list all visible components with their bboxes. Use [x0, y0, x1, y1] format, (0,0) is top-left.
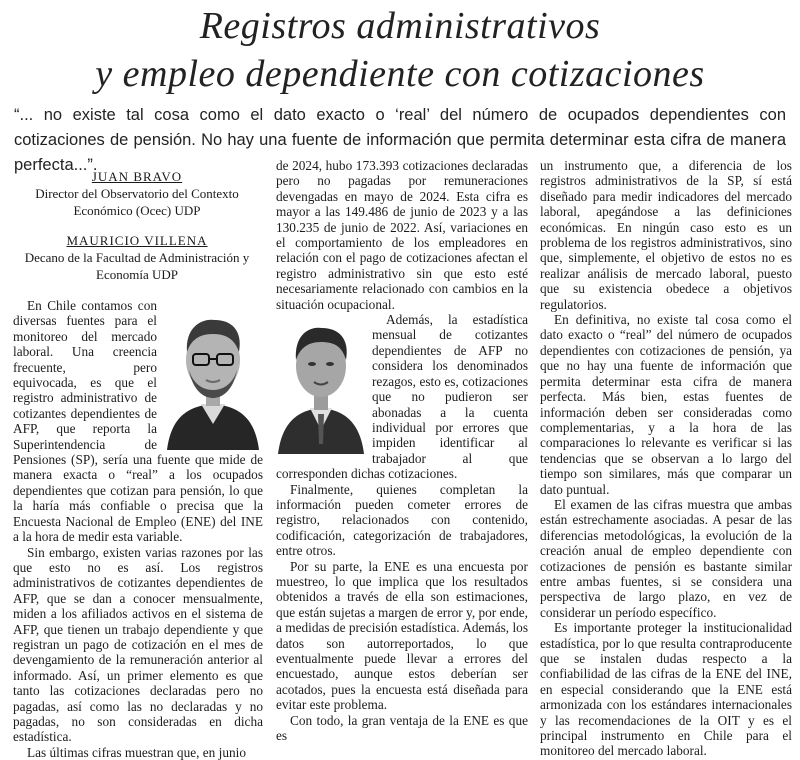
author-photo-juan-bravo	[163, 300, 263, 450]
column-1-paragraph: Sin embargo, existen varias razones por las que esto no es así. Los registros administrativos de cotizantes dependientes de AFP, que se dan a conocer mensualmente, miden a los afiliados activos en el sistema de AFP, que tienen un trabajo dependiente y que registran un pago de cotización en el mes de devengamiento de la remuneración anterior al informado. Así, un primer elemento es que tanto las cotizaciones declaradas pero no pagadas, así como las no declaradas y no pagadas, no son consideradas en dicha estadística.	[13, 544, 263, 745]
column-2-paragraph: Con todo, la gran ventaja de la ENE es que es	[276, 712, 528, 744]
column-3-paragraph: En definitiva, no existe tal cosa como el dato exacto o “real” del número de ocupados dependientes con cotizaciones de pensión, ya que no hay una fuente de información que permita determinar esta cifra de manera perfecta. Más bien, estas fuentes de información deben ser consideradas como complementarias, y a la hora de las comparaciones lo relevante es verificar si las tendencias que se observan a lo largo del tiempo son similares, más que comparar un dato puntual.	[540, 312, 792, 497]
author-name: MAURICIO VILLENA	[66, 233, 208, 248]
column-3-paragraph: El examen de las cifras muestra que ambas están estrechamente asociadas. A pesar de las diferencias metodológicas, la evolución de la creación anual de empleo dependiente con cotizaciones de pensión es bastante similar entre ambas fuentes, si se considera una perspectiva de largo plazo, en vez de considerar un período específico.	[540, 496, 792, 620]
headline-line-2: y empleo dependiente con cotizaciones	[95, 53, 705, 95]
author-role: Director del Observatorio del Contexto Económico (Ocec) UDP	[35, 186, 239, 218]
author-block-1	[12, 168, 262, 219]
author-photo-mauricio-villena	[276, 314, 366, 454]
column-1-paragraph: En Chile contamos con diversas fuentes para el monitoreo del mercado laboral. Una creencia frecuente, pero equivocada, es que el registro administrativo de cotizantes dependientes de AFP, que reporta la Superintendencia de Pensiones (SP), sería una fuente que mide de manera exacta o “real” a los ocupados dependientes que cotizan para pensión, lo que la haría más confiable o precisa que la Encuesta Nacional de Empleo (ENE) del INE a la hora de medir esta variable.	[13, 298, 263, 545]
column-2-paragraph: Finalmente, quienes completan la información pueden cometer errores de registro, relacionados con contenido, codificación, categorización de trabajadores, entre otros.	[276, 481, 528, 559]
headline-line-1: Registros administrativos	[199, 5, 601, 47]
column-3-paragraph: Es importante proteger la institucionalidad estadística, por lo que resulta contraproducente que se instalen dudas respecto a la confiabilidad de las cifras de la ENE del INE, en especial considerando que la ENE está armonizada con los estándares internacionales y las recomendaciones de la OIT y es el principal instrumento en Chile para el monitoreo del mercado laboral.	[540, 620, 792, 759]
article-column-1	[13, 298, 263, 760]
column-2-paragraph: de 2024, hubo 173.393 cotizaciones declaradas pero no pagadas por remuneraciones devengadas en mayo de 2024. Esta cifra es mayor a las 149.486 de junio de 2023 y a las 130.235 de junio de 2022. Así, variaciones en el comportamiento de los empleadores en relación con el pago de cotizaciones afectan el registro administrativo sin que esto esté necesariamente relacionado con cambios en la situación ocupacional.	[276, 158, 528, 312]
author-name: JUAN BRAVO	[91, 169, 183, 184]
article-column-3	[540, 158, 792, 759]
author-role: Decano de la Facultad de Administración y Economía UDP	[24, 250, 250, 282]
article-column-2	[276, 158, 528, 743]
lead-quote: “... no existe tal cosa como el dato exacto o ‘real’ del número de ocupados dependientes con cotizaciones de pensión. No hay una fuente de información que permita determinar esta cifra de manera perfecta...”.	[14, 106, 786, 174]
column-1-paragraph: Las últimas cifras muestran que, en junio	[27, 744, 246, 760]
column-2-paragraph: Por su parte, la ENE es una encuesta por muestreo, lo que implica que los resultados obtenidos a través de ella son estimaciones, que están sujetas a margen de error y, por ende, a medidas de precisión estadística. Además, los datos son autorreportados, lo que eventualmente puede llevar a errores del encuestado, aunque estos deberían ser acotados, pues la encuesta está diseñada para evitar este problema.	[276, 558, 528, 713]
column-3-paragraph: un instrumento que, a diferencia de los registros administrativos de la SP, sí está diseñado para medir indicadores del mercado laboral, apegándose a las definiciones económicas. En ningún caso esto es un problema de los registros administrativos, sino que, simplemente, el objetivo de estos no es realizar análisis de mercado laboral, puesto que su existencia obedece a objetivos regulatorios.	[540, 158, 792, 312]
column-2-paragraph: Además, la estadística mensual de cotizantes dependientes de AFP no considera los denominados rezagos, esto es, cotizaciones que no pudieron ser abonadas a la cuenta individual por errores que impiden identificar al trabajador al que corresponden dichas cotizaciones.	[276, 312, 528, 482]
author-block-2	[12, 232, 262, 283]
